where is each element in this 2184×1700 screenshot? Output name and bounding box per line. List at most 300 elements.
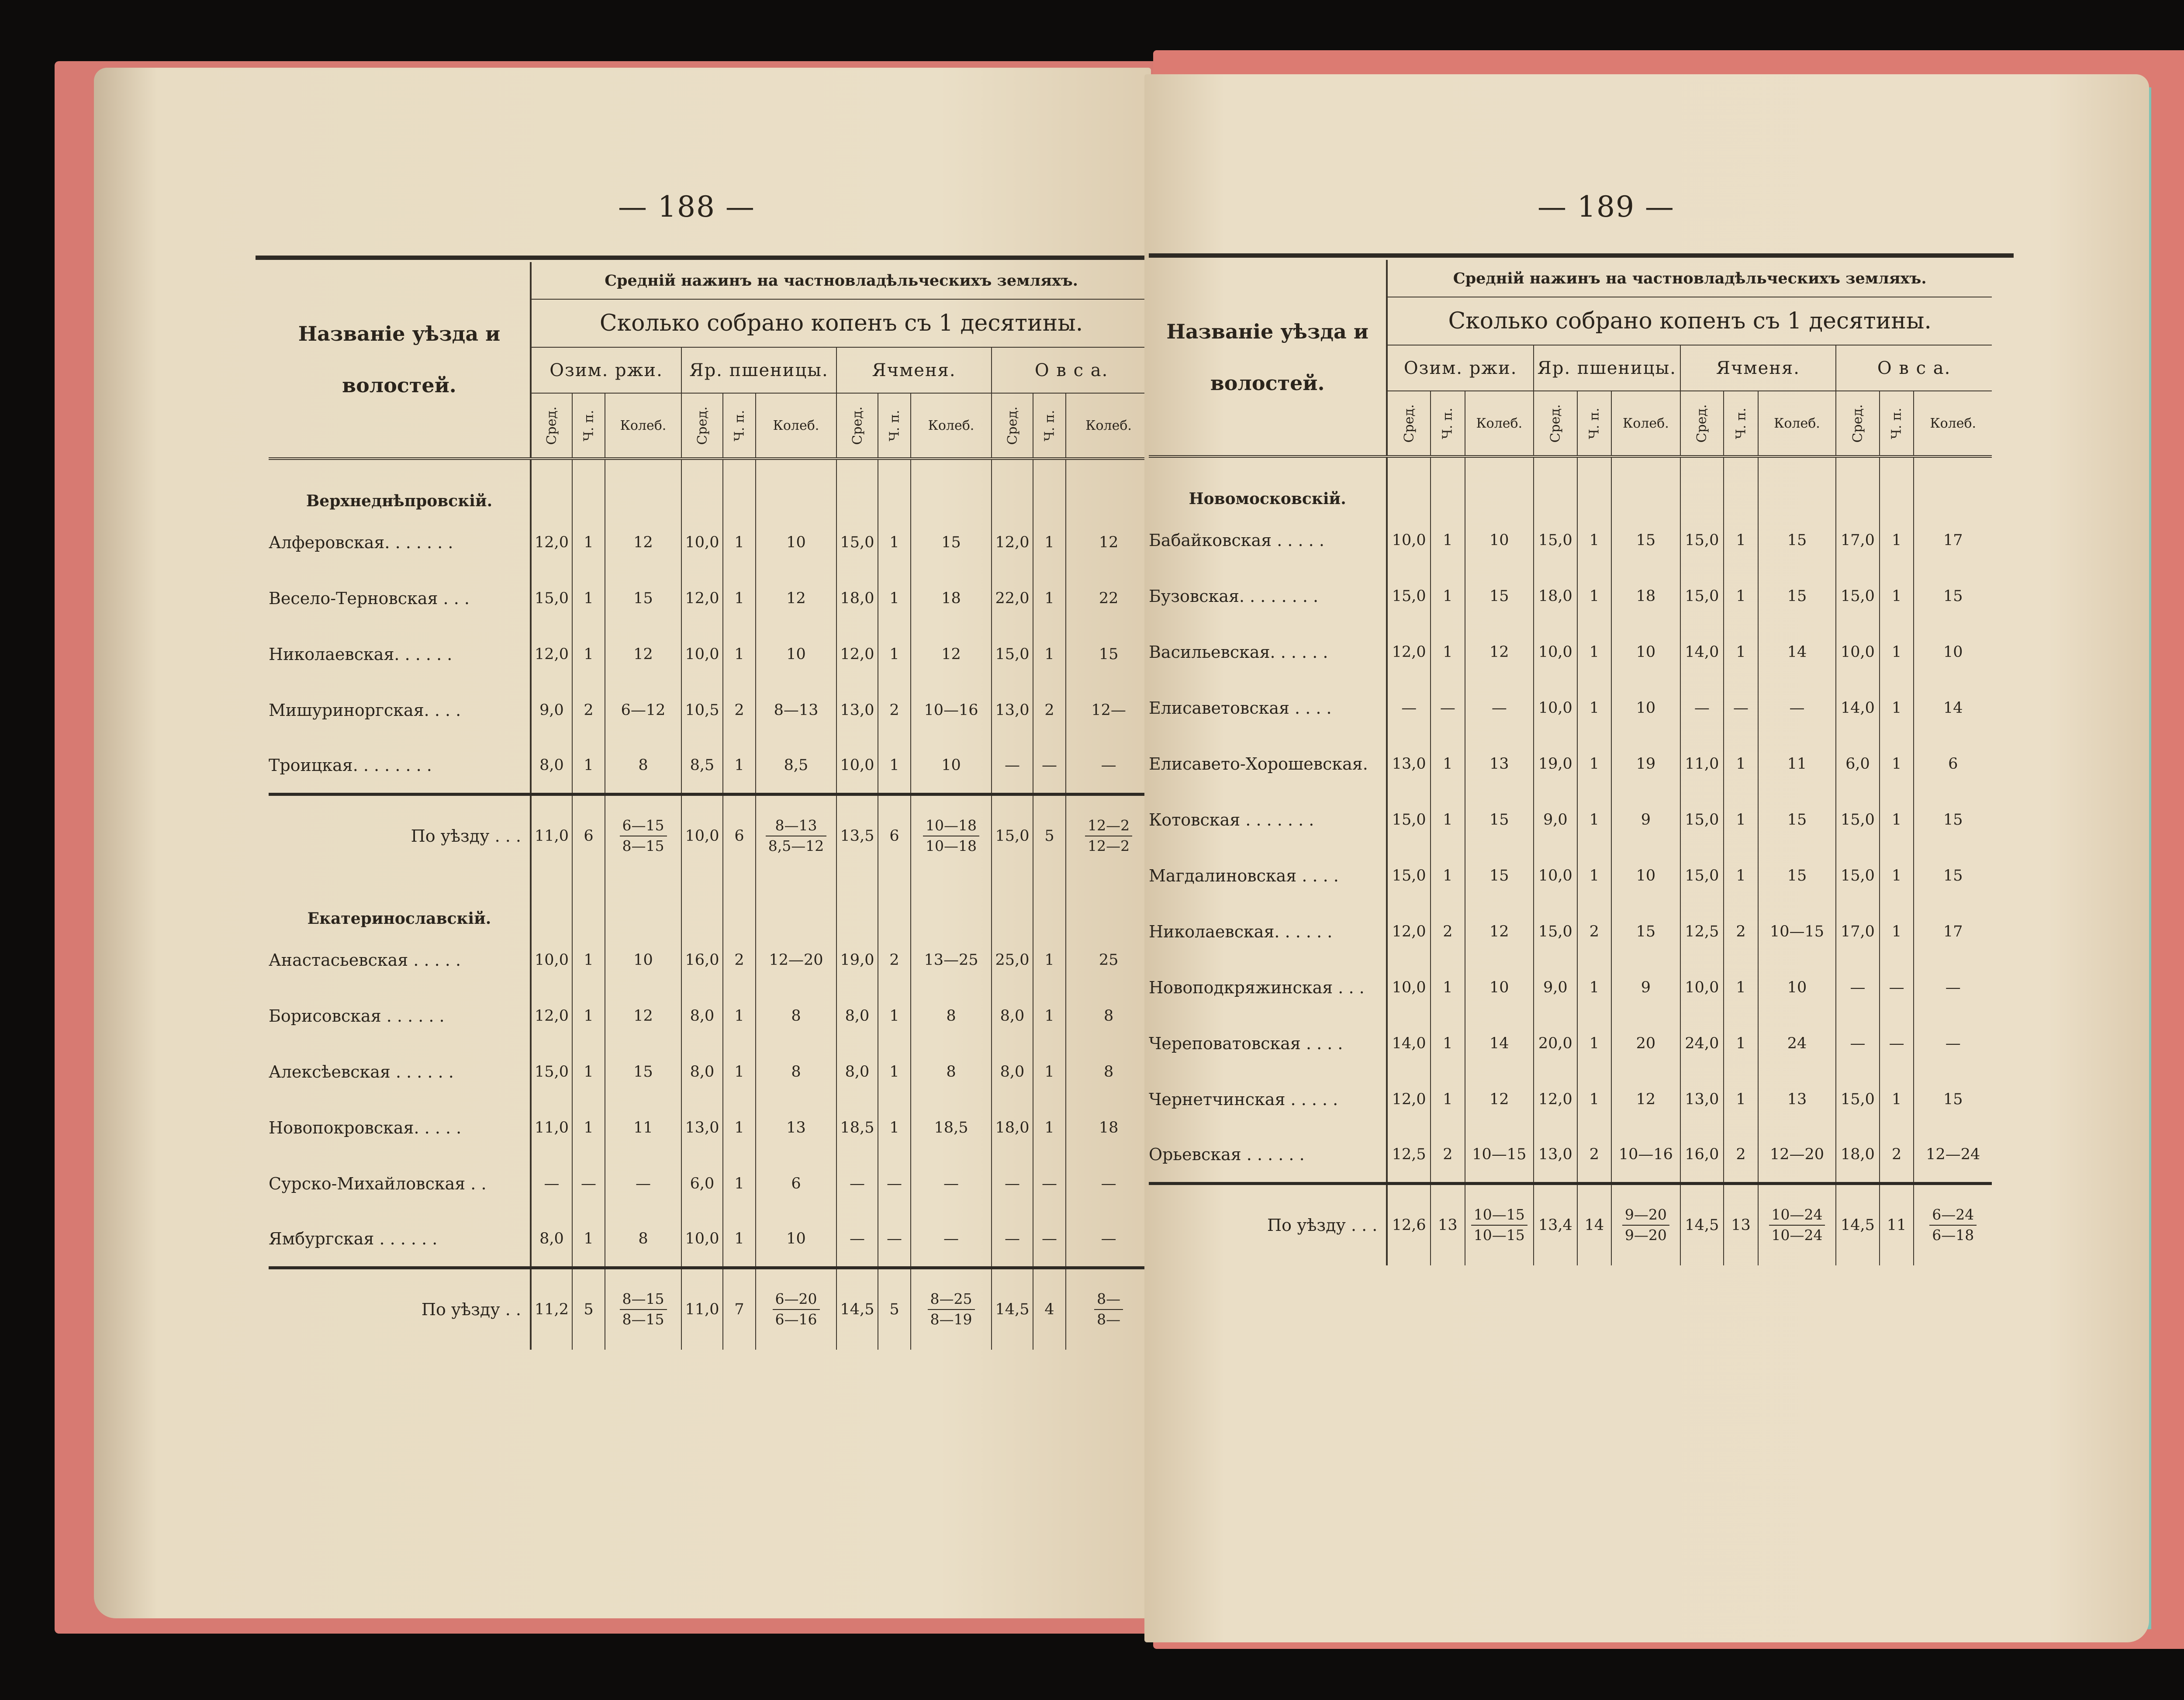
subcolumn-header — [1387, 391, 1431, 456]
range-bottom: 8—15 — [622, 837, 664, 854]
crop-header: Ячменя. — [836, 347, 992, 393]
range-fraction — [911, 1268, 992, 1350]
table-cell: 18,0 — [1534, 568, 1577, 624]
volost-name: Троицкая. . . . . . . . — [269, 756, 432, 775]
table-cell: 15,0 — [1680, 568, 1724, 624]
table-cell: 16,0 — [1680, 1127, 1724, 1183]
volost-name: Мишуриноргская. . . . — [269, 701, 461, 720]
table-cell: — — [878, 1156, 911, 1212]
table-cell: 10,0 — [1534, 624, 1577, 680]
table-cell: 13,5 — [836, 794, 878, 876]
range-bottom: 8,5—12 — [768, 837, 824, 854]
top-rule-right — [1149, 253, 2014, 258]
column-title-name — [269, 262, 531, 459]
table-cell: 1 — [1033, 626, 1066, 682]
range-bottom: 6—18 — [1932, 1226, 1974, 1244]
table-cell: — — [836, 1212, 878, 1268]
table-cell: 10 — [756, 515, 836, 570]
subcolumn-label: Ч. п. — [886, 410, 902, 441]
subcolumn-header — [756, 393, 836, 459]
table-cell: 1 — [723, 570, 756, 626]
column-title-name — [1149, 260, 1387, 456]
table-row — [1149, 512, 1992, 568]
table-cell: 5 — [878, 1268, 911, 1350]
subcolumn-label: Колеб. — [928, 418, 975, 433]
table-cell: 1 — [1431, 736, 1465, 792]
table-row — [269, 1156, 1151, 1212]
table-cell: 1 — [572, 515, 605, 570]
table-cell: 1 — [723, 515, 756, 570]
table-cell: 15 — [1758, 512, 1836, 568]
subcolumn-label: Ч. п. — [581, 410, 596, 441]
table-cell: 10 — [1611, 624, 1680, 680]
table-cell: — — [605, 1156, 681, 1212]
table-cell: 1 — [1033, 1044, 1066, 1100]
table-cell: 12 — [1465, 904, 1534, 960]
crop-header: О в с а. — [1836, 345, 1992, 391]
table-cell: 1 — [1880, 848, 1914, 904]
table-cell: 1 — [1033, 1100, 1066, 1156]
table-cell: 6,0 — [1836, 736, 1880, 792]
subcolumn-header — [1033, 393, 1066, 459]
table-cell: 2 — [723, 932, 756, 988]
table-cell: 8,0 — [531, 738, 572, 794]
table-cell: 1 — [572, 1044, 605, 1100]
table-cell: 1 — [1431, 792, 1465, 848]
range-fraction — [756, 1268, 836, 1350]
table-cell: 15 — [1465, 792, 1534, 848]
table-cell: — — [992, 1212, 1033, 1268]
table-cell: 1 — [1431, 512, 1465, 568]
subcolumn-label: Ч. п. — [1733, 408, 1749, 439]
subcolumn-header — [1880, 391, 1914, 456]
table-cell: 24 — [1758, 1016, 1836, 1071]
table-row — [1149, 904, 1992, 960]
table-cell: 2 — [572, 682, 605, 738]
main-header-title: Среднiй нажинъ на частновладѣльческихъ земляхъ. — [531, 262, 1151, 299]
table-cell: 1 — [1577, 1016, 1612, 1071]
table-cell: 2 — [1577, 904, 1612, 960]
subcolumn-header — [911, 393, 992, 459]
range-top: 8—15 — [620, 1289, 667, 1310]
column-title-line1: Названіе уѣзда и — [298, 322, 501, 346]
range-top: 10—24 — [1769, 1205, 1825, 1226]
table-cell: 8,5 — [681, 738, 723, 794]
table-cell: 13,0 — [1680, 1071, 1724, 1127]
range-fraction — [756, 794, 836, 876]
table-cell: 8,0 — [992, 1044, 1033, 1100]
subcolumn-header — [836, 393, 878, 459]
table-cell: 1 — [1880, 792, 1914, 848]
table-cell: 19 — [1611, 736, 1680, 792]
subcolumn-header — [1680, 391, 1724, 456]
table-cell: 14,0 — [1387, 1016, 1431, 1071]
range-bottom: 6—16 — [775, 1310, 817, 1328]
table-cell: 11,0 — [531, 1100, 572, 1156]
table-cell: 12,0 — [681, 570, 723, 626]
range-bottom: 10—15 — [1473, 1226, 1525, 1244]
subcolumn-label: Колеб. — [1085, 418, 1132, 433]
table-cell: 12,0 — [531, 626, 572, 682]
table-cell: 18 — [1066, 1100, 1151, 1156]
table-cell: 15 — [1465, 568, 1534, 624]
table-cell: — — [1680, 680, 1724, 736]
table-cell: 12— — [1066, 682, 1151, 738]
table-cell: — — [911, 1212, 992, 1268]
table-cell: 1 — [878, 1044, 911, 1100]
range-bottom: 10—18 — [926, 837, 977, 854]
table-cell: — — [1387, 680, 1431, 736]
range-top: 8—25 — [928, 1289, 975, 1310]
table-row — [1149, 1016, 1992, 1071]
volost-name: Елисаветовская . . . . — [1149, 698, 1332, 718]
table-cell: 10,0 — [1534, 680, 1577, 736]
table-cell: 10 — [911, 738, 992, 794]
table-cell: 17,0 — [1836, 904, 1880, 960]
range-fraction — [1758, 1183, 1836, 1265]
table-cell: 13,0 — [836, 682, 878, 738]
table-cell: 2 — [723, 682, 756, 738]
table-cell: 10,0 — [681, 626, 723, 682]
table-cell: — — [1066, 1212, 1151, 1268]
range-fraction — [605, 794, 681, 876]
table-cell: 11,0 — [531, 794, 572, 876]
subcolumn-label: Сред. — [694, 406, 710, 445]
table-cell: 1 — [1880, 680, 1914, 736]
table-cell: 1 — [1577, 680, 1612, 736]
table-cell: 2 — [1880, 1127, 1914, 1183]
table-cell: 1 — [1577, 848, 1612, 904]
column-title-line1: Названіе уѣзда и — [1166, 320, 1368, 343]
table-cell: 13,4 — [1534, 1183, 1577, 1265]
volost-name: Котовская . . . . . . . — [1149, 810, 1314, 829]
table-cell: 8 — [911, 988, 992, 1044]
volost-name: Николаевская. . . . . . — [269, 645, 453, 664]
volost-name: Сурско-Михайловская . . — [269, 1174, 487, 1193]
table-cell: 11,0 — [681, 1268, 723, 1350]
table-cell: 1 — [572, 932, 605, 988]
range-top: 6—20 — [773, 1289, 820, 1310]
table-cell: 12—24 — [1914, 1127, 1992, 1183]
table-row — [1149, 1127, 1992, 1183]
main-header-title: Среднiй нажинъ на частновладѣльческихъ земляхъ. — [1387, 260, 1992, 297]
table-cell: — — [1880, 1016, 1914, 1071]
table-cell: — — [992, 1156, 1033, 1212]
table-cell: 25,0 — [992, 932, 1033, 988]
range-fraction — [1066, 1268, 1151, 1350]
table-cell: 1 — [572, 1212, 605, 1268]
table-cell: 6 — [878, 794, 911, 876]
table-cell: 6—12 — [605, 682, 681, 738]
table-cell: — — [1033, 1156, 1066, 1212]
volost-name: Весело-Терновская . . . — [269, 589, 470, 608]
range-top: 9—20 — [1622, 1205, 1669, 1226]
table-cell: 1 — [723, 1156, 756, 1212]
table-cell: 9,0 — [1534, 792, 1577, 848]
table-cell: 15,0 — [1836, 1071, 1880, 1127]
table-cell: 15 — [1611, 512, 1680, 568]
table-row — [269, 1212, 1151, 1268]
table-cell: 17 — [1914, 512, 1992, 568]
table-cell: 11 — [1758, 736, 1836, 792]
table-cell: 15 — [1758, 792, 1836, 848]
table-cell: 13 — [756, 1100, 836, 1156]
subcolumn-header — [1534, 391, 1577, 456]
subcolumn-label: Сред. — [1548, 404, 1563, 442]
table-cell: 1 — [1724, 960, 1758, 1016]
table-cell: 10 — [1611, 680, 1680, 736]
subcolumn-header — [878, 393, 911, 459]
volost-name: Новопокровская. . . . . — [269, 1118, 462, 1137]
table-cell: — — [1758, 680, 1836, 736]
table-cell: 14 — [1914, 680, 1992, 736]
table-cell: 15 — [1914, 792, 1992, 848]
table-cell: 12 — [1465, 624, 1534, 680]
column-title-line2: волостей. — [1210, 371, 1325, 395]
table-cell: 8 — [756, 988, 836, 1044]
range-fraction — [605, 1268, 681, 1350]
table-cell: 13,0 — [1534, 1127, 1577, 1183]
table-cell: 1 — [1033, 932, 1066, 988]
crop-header: Ячменя. — [1680, 345, 1836, 391]
top-rule-left — [256, 256, 1151, 260]
table-cell: 9,0 — [1534, 960, 1577, 1016]
subcolumn-label: Ч. п. — [1586, 408, 1602, 439]
table-cell: 12,5 — [1387, 1127, 1431, 1183]
table-cell: 8,0 — [681, 988, 723, 1044]
subcolumn-label: Сред. — [1401, 404, 1417, 442]
subcolumn-header — [1066, 393, 1151, 459]
table-cell: 12,0 — [531, 515, 572, 570]
table-cell: 1 — [878, 988, 911, 1044]
table-cell: 11,0 — [1680, 736, 1724, 792]
table-cell: 15 — [1914, 568, 1992, 624]
table-cell: 12 — [911, 626, 992, 682]
data-table-left — [269, 262, 1151, 1350]
range-fraction — [1465, 1183, 1534, 1265]
table-cell: 1 — [1880, 624, 1914, 680]
range-top: 10—15 — [1471, 1205, 1527, 1226]
table-cell: 1 — [572, 738, 605, 794]
table-cell: 1 — [1724, 736, 1758, 792]
table-cell: 1 — [1880, 736, 1914, 792]
table-cell: 2 — [1033, 682, 1066, 738]
subcolumn-header — [992, 393, 1033, 459]
table-cell: 8 — [1066, 988, 1151, 1044]
subcolumn-header — [1577, 391, 1612, 456]
table-cell: 1 — [723, 626, 756, 682]
table-cell: 12 — [605, 626, 681, 682]
sub-header-title: Сколько собрано копенъ съ 1 десятины. — [531, 299, 1151, 347]
subcolumn-label: Сред. — [544, 406, 560, 445]
table-cell: — — [1836, 1016, 1880, 1071]
table-cell: 14,5 — [1680, 1183, 1724, 1265]
table-cell: 25 — [1066, 932, 1151, 988]
right-page — [1144, 74, 2149, 1642]
table-cell: 8,0 — [836, 1044, 878, 1100]
total-row — [1149, 1183, 1992, 1265]
table-cell: 13,0 — [1387, 736, 1431, 792]
table-cell: 15 — [1066, 626, 1151, 682]
crop-header: Озим. ржи. — [1387, 345, 1534, 391]
subcolumn-header — [531, 393, 572, 459]
range-bottom: 10—24 — [1771, 1226, 1823, 1244]
table-cell: 15,0 — [992, 794, 1033, 876]
table-cell: — — [1033, 738, 1066, 794]
table-cell: 10 — [1611, 848, 1680, 904]
table-cell: 15,0 — [531, 1044, 572, 1100]
table-cell: — — [1431, 680, 1465, 736]
table-cell: 15,0 — [1680, 512, 1724, 568]
volost-name: Борисовская . . . . . . — [269, 1006, 445, 1026]
table-cell: 15 — [1611, 904, 1680, 960]
table-cell: 2 — [878, 682, 911, 738]
table-cell: 1 — [1033, 988, 1066, 1044]
table-row — [269, 570, 1151, 626]
table-row — [1149, 680, 1992, 736]
volost-name: Елисавето-Хорошевская. — [1149, 754, 1368, 774]
total-label: По уѣзду . . — [269, 1268, 531, 1350]
subcolumn-label: Сред. — [1004, 406, 1020, 445]
table-cell: 12,0 — [836, 626, 878, 682]
table-cell: 10,0 — [681, 515, 723, 570]
table-cell: 10 — [605, 932, 681, 988]
table-cell: 19,0 — [1534, 736, 1577, 792]
table-cell: 12 — [605, 515, 681, 570]
sub-header-title: Сколько собрано копенъ съ 1 десятины. — [1387, 297, 1992, 345]
table-cell: 18,5 — [836, 1100, 878, 1156]
table-cell: 19,0 — [836, 932, 878, 988]
subcolumn-label: Ч. п. — [731, 410, 747, 441]
table-cell: 1 — [1431, 960, 1465, 1016]
subcolumn-header — [1836, 391, 1880, 456]
table-cell: 2 — [1431, 904, 1465, 960]
subcolumn-label: Сред. — [849, 406, 865, 445]
table-cell: 14,5 — [1836, 1183, 1880, 1265]
table-cell: 1 — [1724, 568, 1758, 624]
table-cell: 10 — [1914, 624, 1992, 680]
table-cell: 14,0 — [1680, 624, 1724, 680]
table-row — [1149, 624, 1992, 680]
volost-name: Череповатовская . . . . — [1149, 1034, 1343, 1053]
table-cell: 13 — [1724, 1183, 1758, 1265]
table-cell: — — [1914, 1016, 1992, 1071]
table-cell: 2 — [1724, 904, 1758, 960]
subcolumn-label: Колеб. — [1623, 415, 1669, 431]
table-cell: 1 — [1577, 624, 1612, 680]
crop-header: Яр. пшеницы. — [681, 347, 836, 393]
subcolumn-label: Колеб. — [1930, 415, 1977, 431]
total-label: По уѣзду . . . — [269, 794, 531, 876]
subcolumn-label: Колеб. — [1476, 415, 1523, 431]
table-cell: 15 — [1758, 568, 1836, 624]
table-cell: 12 — [1465, 1071, 1534, 1127]
subcolumn-label: Колеб. — [773, 418, 819, 433]
table-cell: 15,0 — [1534, 904, 1577, 960]
table-cell: 8,0 — [681, 1044, 723, 1100]
table-cell: 1 — [1880, 512, 1914, 568]
table-cell: 15,0 — [531, 570, 572, 626]
total-row — [269, 1268, 1151, 1350]
table-cell: 15,0 — [1387, 792, 1431, 848]
table-cell: 5 — [572, 1268, 605, 1350]
range-fraction — [1914, 1183, 1992, 1265]
table-cell: 10,0 — [836, 738, 878, 794]
table-cell: 13,0 — [992, 682, 1033, 738]
table-row — [1149, 848, 1992, 904]
table-cell: — — [878, 1212, 911, 1268]
table-cell: 9,0 — [531, 682, 572, 738]
table-cell: 15,0 — [1534, 512, 1577, 568]
table-cell: 12,0 — [1534, 1071, 1577, 1127]
table-cell: 10—16 — [1611, 1127, 1680, 1183]
table-cell: 1 — [878, 626, 911, 682]
table-cell: 6,0 — [681, 1156, 723, 1212]
table-cell: 1 — [1880, 1071, 1914, 1127]
table-cell: 1 — [723, 988, 756, 1044]
subcolumn-label: Колеб. — [620, 418, 667, 433]
table-cell: 15,0 — [1836, 848, 1880, 904]
table-cell: 1 — [1431, 1016, 1465, 1071]
table-cell: 12,6 — [1387, 1183, 1431, 1265]
table-cell: — — [1066, 1156, 1151, 1212]
table-cell: 10 — [756, 626, 836, 682]
page-number-left: — 188 — — [618, 190, 755, 224]
range-bottom: 8—19 — [930, 1310, 972, 1328]
table-cell: 10,0 — [1387, 960, 1431, 1016]
subcolumn-header — [681, 393, 723, 459]
table-row — [269, 932, 1151, 988]
table-row — [1149, 792, 1992, 848]
table-cell: 1 — [1577, 512, 1612, 568]
table-cell: 10,0 — [1836, 624, 1880, 680]
table-cell: 12,0 — [531, 988, 572, 1044]
range-top: 10—18 — [923, 816, 979, 836]
range-fraction — [1066, 794, 1151, 876]
table-cell: 6 — [723, 794, 756, 876]
table-cell: 14,5 — [992, 1268, 1033, 1350]
table-cell: 22 — [1066, 570, 1151, 626]
table-cell: 15,0 — [1680, 792, 1724, 848]
table-cell: 12 — [1066, 515, 1151, 570]
crop-header: О в с а. — [992, 347, 1151, 393]
table-cell: 2 — [878, 932, 911, 988]
crop-header: Яр. пшеницы. — [1534, 345, 1680, 391]
table-cell: 12,0 — [1387, 1071, 1431, 1127]
crop-header: Озим. ржи. — [531, 347, 681, 393]
district-heading: Новомосковскій. — [1189, 490, 1346, 508]
table-cell: 12 — [756, 570, 836, 626]
table-cell: 12 — [605, 988, 681, 1044]
table-cell: 15,0 — [1836, 568, 1880, 624]
table-cell: 1 — [572, 1100, 605, 1156]
table-cell: 1 — [1431, 848, 1465, 904]
table-cell: 17 — [1914, 904, 1992, 960]
table-cell: 1 — [1577, 792, 1612, 848]
table-cell: — — [911, 1156, 992, 1212]
table-row — [269, 1044, 1151, 1100]
table-cell: 8—13 — [756, 682, 836, 738]
subcolumn-header — [572, 393, 605, 459]
range-bottom: 9—20 — [1624, 1226, 1667, 1244]
subcolumn-label: Сред. — [1694, 404, 1710, 442]
table-cell: 4 — [1033, 1268, 1066, 1350]
table-cell: 18 — [911, 570, 992, 626]
table-cell: 15,0 — [836, 515, 878, 570]
table-cell: 7 — [723, 1268, 756, 1350]
table-row — [269, 1100, 1151, 1156]
volost-name: Орьевская . . . . . . — [1149, 1145, 1305, 1164]
